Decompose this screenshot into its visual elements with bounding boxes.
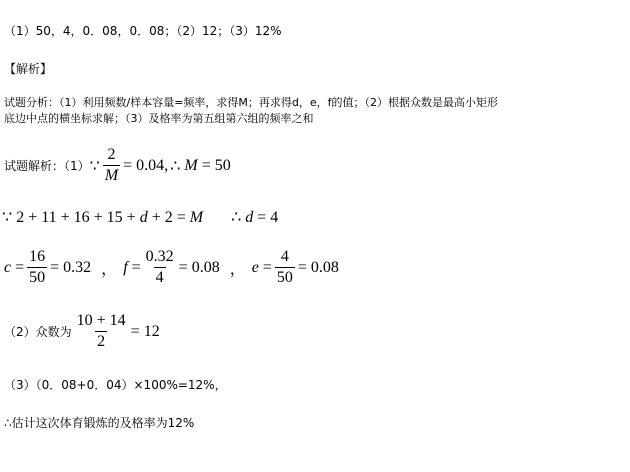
var-d: d [245, 209, 254, 226]
solution-prefix: 试题解析：（1） [4, 159, 90, 173]
separator: ， [101, 261, 118, 278]
fraction-numerator: 0.32 [145, 248, 174, 265]
fraction-4-over-50 [275, 248, 295, 287]
fraction-numerator: 16 [29, 248, 46, 265]
analysis-heading: 【解析】 [4, 62, 53, 76]
fraction-032-over-4 [144, 248, 176, 287]
fraction-denominator: 2 [97, 333, 106, 350]
because-symbol: ∵ [89, 157, 100, 175]
equals-sign: = [131, 258, 141, 276]
e-value: = 0.08 [297, 258, 339, 276]
answer-line: （1）50，4，0．08，0．08；（2）12；（3）12% [4, 24, 282, 38]
c-value: = 0.32 [50, 258, 92, 276]
var-m: M [189, 209, 204, 226]
eq1-rhs: = 0.04, [123, 156, 169, 174]
var-d: d [139, 209, 148, 226]
fraction-sum-over-2 [75, 312, 128, 351]
separator: ， [229, 261, 246, 278]
fraction-numerator: 10 + 14 [76, 312, 126, 329]
f-value: = 0.08 [178, 258, 220, 276]
fraction-16-over-50 [27, 248, 47, 287]
eq1-value: = 50 [201, 156, 231, 174]
var-m: M [184, 156, 198, 174]
fraction-denominator: 50 [29, 269, 46, 286]
eq2-lhs: 2 + 11 + 16 + 15 + [16, 209, 136, 226]
equals-sign: = [262, 258, 272, 276]
solution-line-5: （3）（0．08+0．04）×100%=12%， [4, 378, 227, 392]
var-e: e [251, 258, 259, 276]
fraction-2-over-m [103, 146, 120, 185]
eq4-prefix: （2）众数为 [4, 325, 72, 339]
fraction-denominator: 50 [276, 269, 293, 286]
eq2-mid: + 2 = [151, 209, 186, 226]
equals-sign: = [15, 258, 25, 276]
because-symbol: ∵ [2, 209, 13, 226]
solution-eq4 [4, 312, 160, 351]
analysis-line-2: 底边中点的横坐标求解；（3）及格率为第五组第六组的频率之和 [4, 112, 314, 125]
solution-line-6: ∴估计这次体育锻炼的及格率为12% [4, 416, 195, 430]
var-f: f [123, 258, 128, 276]
eq2-value: = 4 [257, 209, 279, 226]
var-c: c [4, 258, 12, 276]
fraction-numerator: 4 [280, 248, 289, 265]
fraction-denominator: M [104, 167, 119, 184]
fraction-denominator: 4 [155, 269, 164, 286]
therefore-symbol: ∴ [170, 157, 181, 175]
solution-eq3 [4, 248, 339, 287]
therefore-symbol: ∴ [231, 209, 242, 226]
solution-eq2 [2, 207, 278, 227]
eq4-value: = 12 [130, 322, 160, 340]
solution-eq1 [4, 146, 231, 185]
fraction-numerator: 2 [107, 146, 116, 163]
analysis-line-1: 试题分析：（1）利用频数/样本容量=频率，求得M；再求得d，e，f的值；（2）根据众数是最高小矩形 [4, 96, 499, 109]
